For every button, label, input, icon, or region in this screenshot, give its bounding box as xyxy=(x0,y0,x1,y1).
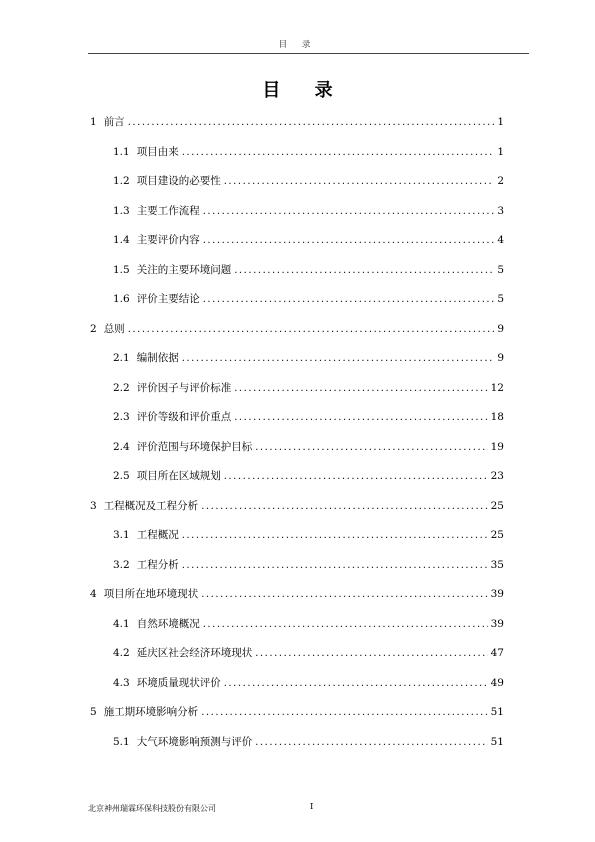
toc-entry[interactable] xyxy=(90,321,504,339)
toc-entry-number: 5.1 xyxy=(113,735,130,748)
toc-entry[interactable] xyxy=(113,144,504,162)
toc-entry-label: 项目所在区域规划 xyxy=(136,470,221,482)
toc-entry-number: 1.4 xyxy=(113,234,130,246)
toc-entry[interactable] xyxy=(90,114,504,132)
toc-entry[interactable] xyxy=(113,232,504,250)
toc-entry-label: 主要评价内容 xyxy=(136,234,200,246)
toc-entry[interactable] xyxy=(113,734,504,752)
toc-entry[interactable] xyxy=(113,616,504,634)
toc-entry-page: 39 xyxy=(490,617,504,630)
toc-leader-dots xyxy=(224,176,495,187)
toc-entry-page: 12 xyxy=(490,381,504,394)
toc-leader-dots xyxy=(182,353,495,364)
toc-entry-label: 评价范围与环境保护目标 xyxy=(136,440,253,453)
toc-entry-page: 2 xyxy=(497,175,504,187)
toc-entry-page: 35 xyxy=(490,558,504,571)
toc-leader-dots xyxy=(182,560,488,571)
toc-leader-dots xyxy=(255,648,487,659)
toc-entry[interactable] xyxy=(90,704,504,722)
toc-leader-dots xyxy=(182,147,495,158)
toc-entry-number: 4 xyxy=(90,588,97,600)
toc-leader-dots xyxy=(203,619,488,630)
toc-entry-label: 大气环境影响预测与评价 xyxy=(136,735,253,748)
running-header: 目 录 xyxy=(278,40,317,50)
toc-entry[interactable] xyxy=(113,675,504,693)
toc-entry-number: 1.1 xyxy=(113,145,130,158)
toc-entry[interactable] xyxy=(113,645,504,663)
toc-entry-number: 2.1 xyxy=(113,352,130,364)
toc-entry[interactable] xyxy=(113,557,504,575)
toc-entry-label: 编制依据 xyxy=(136,352,179,364)
toc-leader-dots xyxy=(201,501,487,512)
toc-leader-dots xyxy=(255,737,487,748)
toc-entry-label: 工程概况 xyxy=(136,529,179,541)
toc-entry-label: 项目由来 xyxy=(136,145,179,158)
toc-entry[interactable] xyxy=(113,409,504,427)
toc-leader-dots xyxy=(224,678,488,689)
toc-leader-dots xyxy=(255,442,487,453)
toc-leader-dots xyxy=(201,707,487,718)
toc-entry[interactable] xyxy=(90,586,504,604)
toc-entry[interactable] xyxy=(113,350,504,368)
toc-entry[interactable] xyxy=(113,203,504,221)
toc-entry[interactable] xyxy=(113,527,504,545)
toc-entry-number: 1.3 xyxy=(113,204,130,217)
toc-entry-label: 主要工作流程 xyxy=(136,204,200,217)
toc-entry-number: 1.6 xyxy=(113,293,130,305)
toc-entry-number: 4.3 xyxy=(113,676,130,689)
toc-entry-number: 4.1 xyxy=(113,617,130,630)
toc-entry-label: 评价等级和评价重点 xyxy=(136,411,232,423)
toc-entry-label: 环境质量现状评价 xyxy=(136,676,221,689)
toc-entry-number: 2.2 xyxy=(113,381,130,394)
toc-entry-number: 3.1 xyxy=(113,529,130,541)
toc-entry[interactable] xyxy=(113,262,504,280)
toc-entry-label: 延庆区社会经济环境现状 xyxy=(136,647,253,659)
toc-leader-dots xyxy=(182,530,488,541)
toc-entry[interactable] xyxy=(90,498,504,516)
toc-entry-page: 18 xyxy=(490,411,504,423)
toc-entry-page: 51 xyxy=(490,706,504,718)
toc-entry-number: 4.2 xyxy=(113,647,130,659)
toc-entry-page: 49 xyxy=(490,676,504,689)
toc-entry-page: 19 xyxy=(490,440,504,453)
toc-entry-label: 关注的主要环境问题 xyxy=(136,263,232,276)
toc-entry[interactable] xyxy=(113,439,504,457)
footer-page-number: I xyxy=(310,802,314,812)
toc-entry[interactable] xyxy=(113,380,504,398)
page-title: 目 录 xyxy=(262,80,347,101)
toc-entry-label: 项目建设的必要性 xyxy=(136,175,221,187)
toc-entry-label: 前言 xyxy=(103,116,125,128)
toc-entry-number: 3.2 xyxy=(113,558,130,571)
header-divider xyxy=(88,53,529,54)
toc-entry-number: 2.5 xyxy=(113,470,130,482)
toc-entry-page: 39 xyxy=(490,588,504,600)
toc-entry-label: 施工期环境影响分析 xyxy=(103,706,199,718)
toc-leader-dots xyxy=(234,265,494,276)
toc-entry-number: 1.5 xyxy=(113,263,130,276)
toc-entry-label: 总则 xyxy=(103,322,125,335)
toc-entry-page: 25 xyxy=(490,529,504,541)
toc-entry-page: 25 xyxy=(490,499,504,512)
toc-entry-number: 2.3 xyxy=(113,411,130,423)
toc-entry[interactable] xyxy=(113,173,504,191)
toc-entry-number: 2.4 xyxy=(113,440,130,453)
toc-leader-dots xyxy=(224,471,488,482)
toc-entry-label: 工程分析 xyxy=(136,558,179,571)
toc-entry-page: 47 xyxy=(490,647,504,659)
toc-leader-dots xyxy=(203,235,495,246)
toc-leader-dots xyxy=(234,383,487,394)
toc-leader-dots xyxy=(128,324,495,335)
toc-entry-number: 1.2 xyxy=(113,175,130,187)
toc-leader-dots xyxy=(234,412,487,423)
toc-entry-page: 9 xyxy=(497,352,504,364)
toc-entry-label: 工程概况及工程分析 xyxy=(103,499,199,512)
toc-entry-page: 51 xyxy=(490,735,504,748)
toc-entry-label: 自然环境概况 xyxy=(136,617,200,630)
toc-entry-page: 5 xyxy=(497,293,504,305)
toc-leader-dots xyxy=(203,294,495,305)
toc-entry-label: 项目所在地环境现状 xyxy=(103,588,199,600)
toc-entry-page: 1 xyxy=(497,145,504,158)
toc-entry-page: 23 xyxy=(490,470,504,482)
toc-leader-dots xyxy=(128,117,495,128)
footer-company-name: 北京神州瑞霖环保科技股份有限公司 xyxy=(88,804,216,813)
toc-entry-page: 5 xyxy=(497,263,504,276)
toc-entry-page: 9 xyxy=(497,322,504,335)
toc-entry-label: 评价主要结论 xyxy=(136,293,200,305)
toc-entry[interactable] xyxy=(113,468,504,486)
toc-leader-dots xyxy=(203,206,495,217)
toc-entry-number: 3 xyxy=(90,499,97,512)
toc-leader-dots xyxy=(201,589,487,600)
toc-entry-number: 2 xyxy=(90,322,97,335)
toc-entry-page: 3 xyxy=(497,204,504,217)
toc-entry[interactable] xyxy=(113,291,504,309)
toc-entry-number: 5 xyxy=(90,706,97,718)
toc-entry-page: 4 xyxy=(497,234,504,246)
toc-entry-page: 1 xyxy=(497,116,504,128)
toc-entry-number: 1 xyxy=(90,116,97,128)
toc-entry-label: 评价因子与评价标准 xyxy=(136,381,232,394)
